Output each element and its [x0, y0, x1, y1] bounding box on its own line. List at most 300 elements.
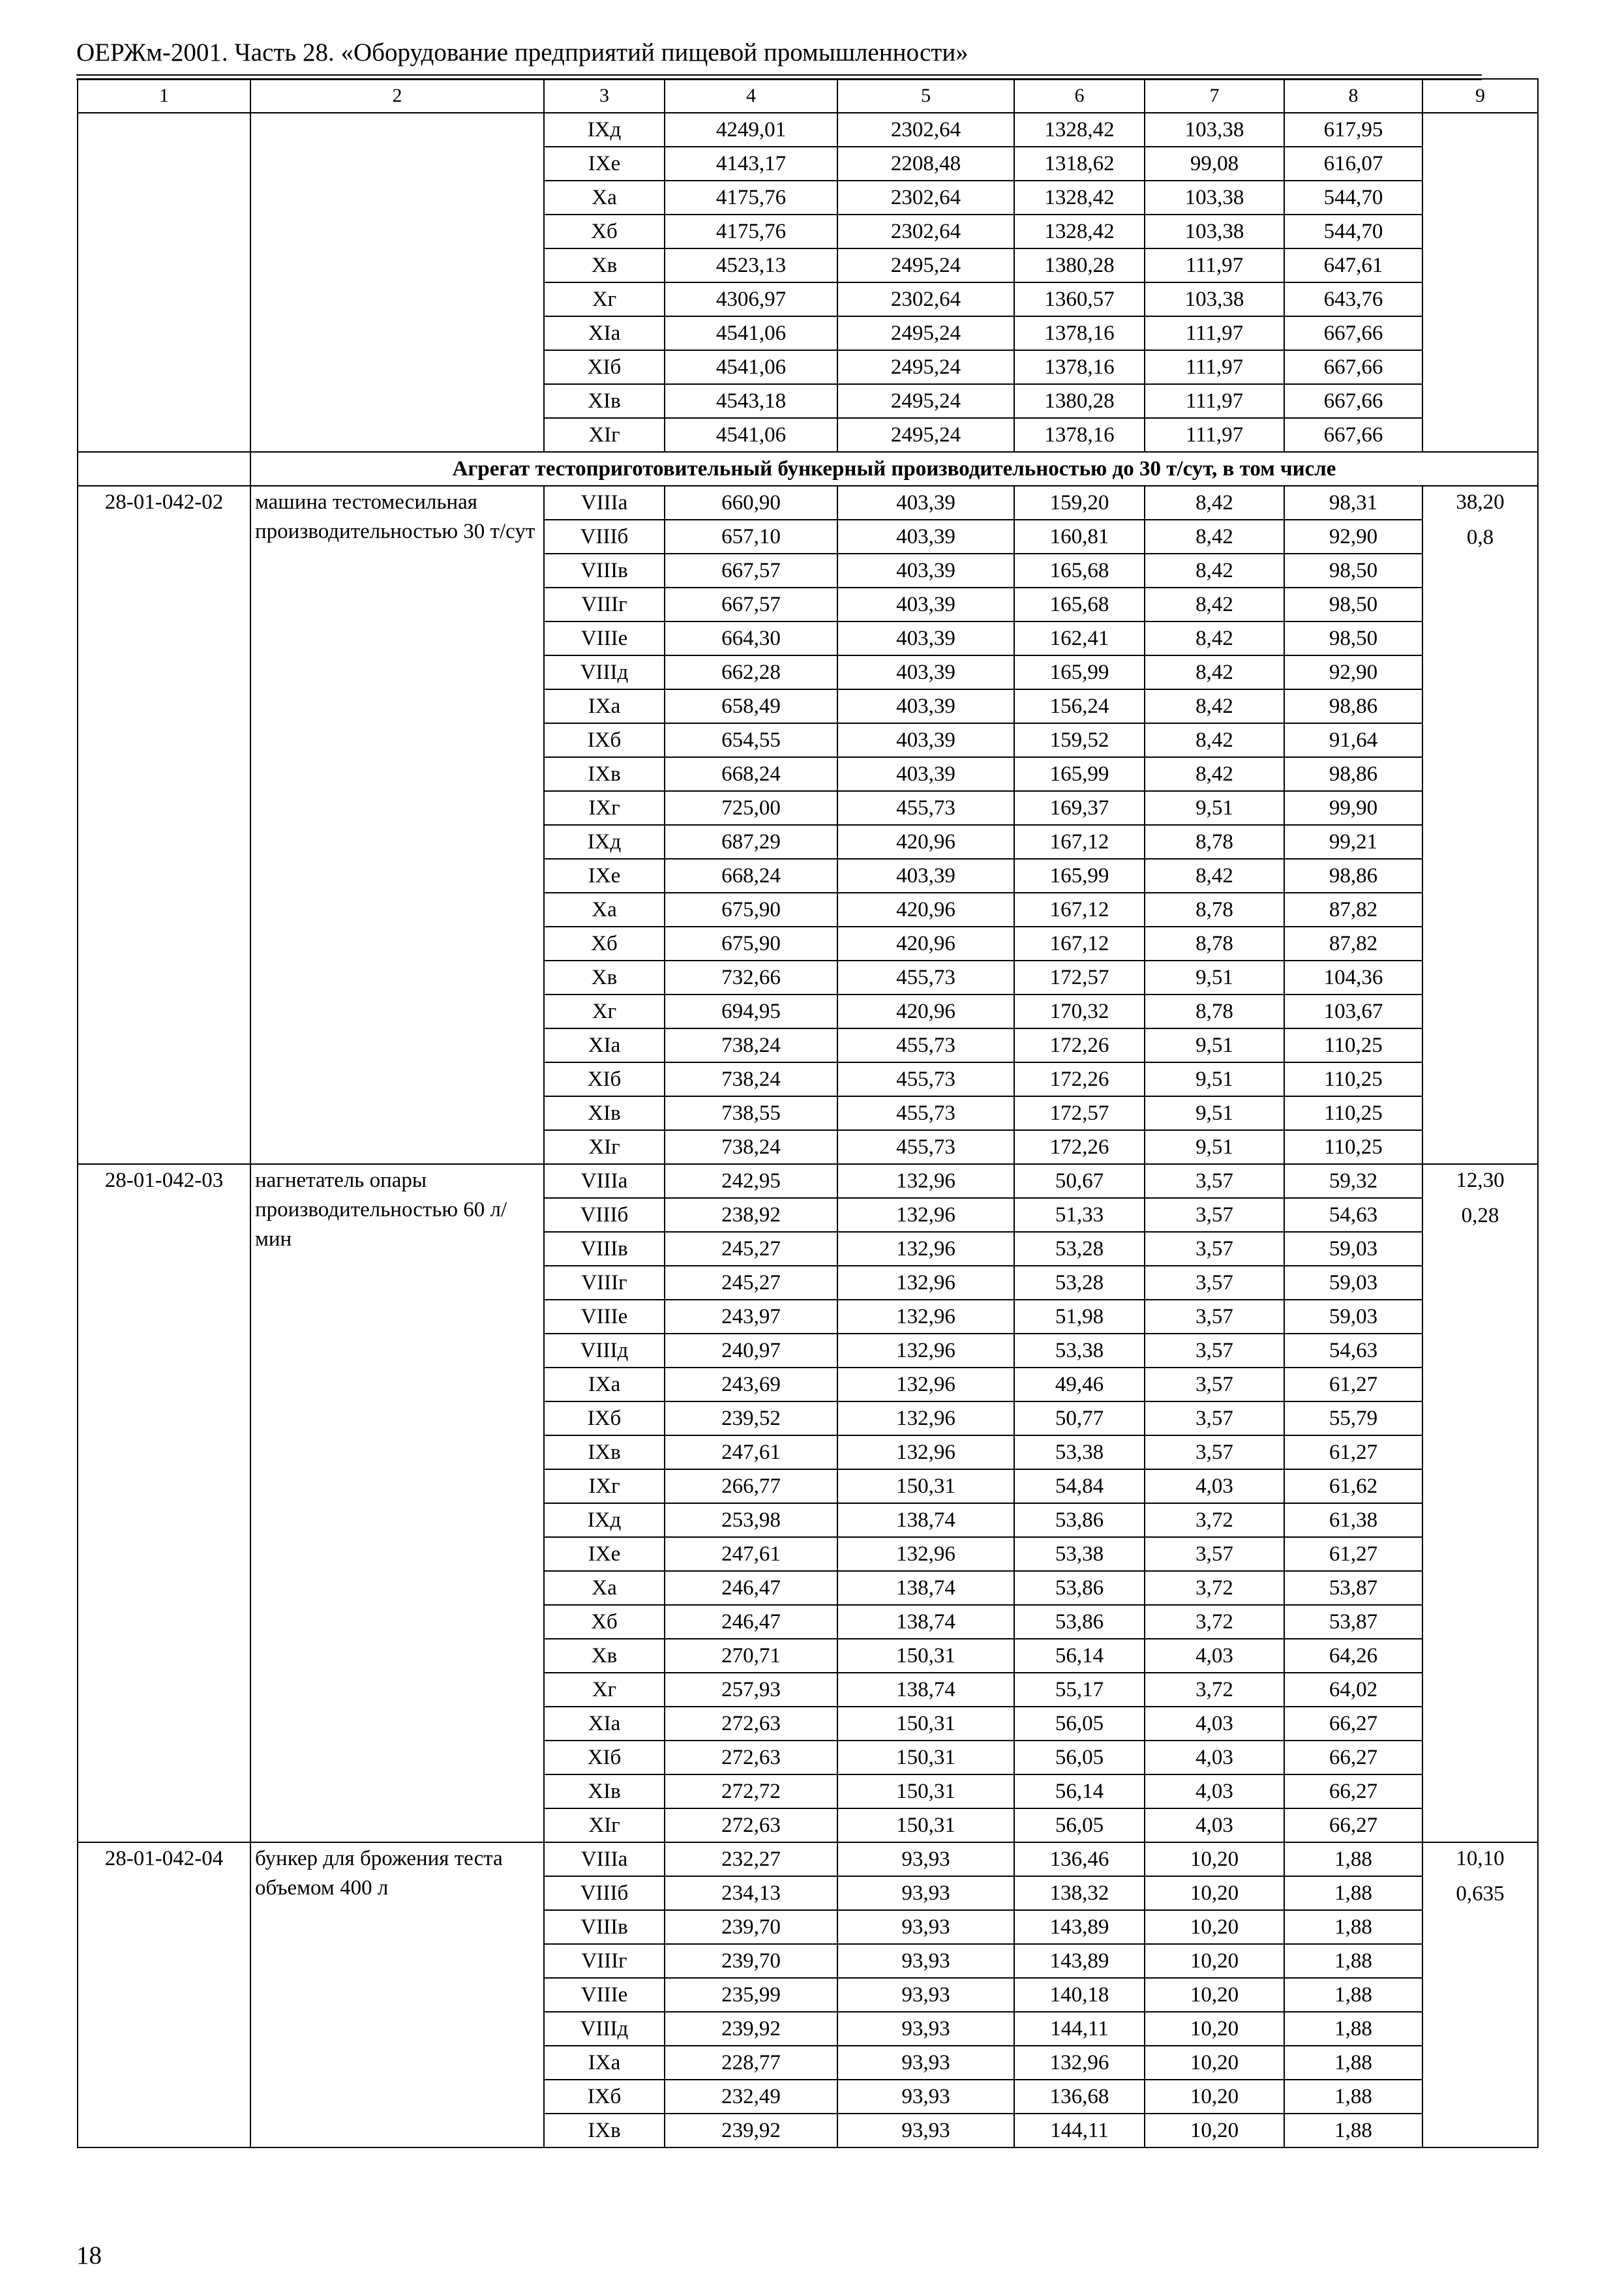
- rate-value: 144,11: [1014, 2114, 1145, 2147]
- rate-value: 132,96: [837, 1198, 1014, 1232]
- rate-value: 170,32: [1014, 995, 1145, 1028]
- rate-value: 1,88: [1284, 1944, 1422, 1978]
- zone-code: Xв: [544, 1639, 665, 1673]
- rate-value: 4143,17: [665, 147, 837, 181]
- zone-code: IXд: [544, 825, 665, 859]
- rate-value: 3,57: [1145, 1266, 1284, 1300]
- rate-value: 56,14: [1014, 1774, 1145, 1808]
- rate-value: 132,96: [837, 1368, 1014, 1401]
- rate-value: 54,63: [1284, 1198, 1422, 1232]
- table-row: [78, 1164, 1538, 1198]
- rate-value: 403,39: [837, 588, 1014, 621]
- zone-code: VIIIа: [544, 1164, 665, 1198]
- rate-value: 1360,57: [1014, 282, 1145, 316]
- rate-value: 111,97: [1145, 350, 1284, 384]
- rate-value: 53,86: [1014, 1503, 1145, 1537]
- zone-code: VIIIв: [544, 1910, 665, 1944]
- rate-value: 64,02: [1284, 1673, 1422, 1707]
- rate-value: 136,46: [1014, 1842, 1145, 1876]
- rate-value: 167,12: [1014, 825, 1145, 859]
- rate-value: 403,39: [837, 554, 1014, 588]
- rate-value: 4,03: [1145, 1741, 1284, 1774]
- rate-value: 1,88: [1284, 1842, 1422, 1876]
- rate-value: 160,81: [1014, 520, 1145, 554]
- rate-value: 4,03: [1145, 1774, 1284, 1808]
- rate-value: 4,03: [1145, 1808, 1284, 1842]
- rate-value: 54,84: [1014, 1469, 1145, 1503]
- zone-code: IXв: [544, 757, 665, 791]
- rate-value: 92,90: [1284, 655, 1422, 689]
- rate-value: 132,96: [837, 1334, 1014, 1368]
- rate-value: 420,96: [837, 927, 1014, 961]
- rate-value: 738,24: [665, 1130, 837, 1164]
- rate-value: 138,74: [837, 1571, 1014, 1605]
- rate-value: 1,88: [1284, 2114, 1422, 2147]
- rate-value: 93,93: [837, 1910, 1014, 1944]
- zone-code: IXе: [544, 147, 665, 181]
- zone-code: Xг: [544, 995, 665, 1028]
- rate-value: 10,20: [1145, 2012, 1284, 2046]
- column-number: 4: [665, 79, 837, 113]
- rate-value: 455,73: [837, 1028, 1014, 1062]
- zone-code: Xг: [544, 282, 665, 316]
- zone-code: VIIIб: [544, 1876, 665, 1910]
- rate-value: 8,42: [1145, 520, 1284, 554]
- rate-value: 53,38: [1014, 1435, 1145, 1469]
- rate-value: 159,20: [1014, 486, 1145, 520]
- rate-value: 420,96: [837, 893, 1014, 927]
- zone-code: Xв: [544, 248, 665, 282]
- rate-value: 132,96: [837, 1300, 1014, 1334]
- rate-value: 246,47: [665, 1605, 837, 1639]
- item-col9: [1422, 1164, 1538, 1842]
- rate-value: 239,70: [665, 1910, 837, 1944]
- rate-value: 150,31: [837, 1707, 1014, 1741]
- rate-value: 93,93: [837, 1978, 1014, 2012]
- rate-value: 9,51: [1145, 1130, 1284, 1164]
- rate-value: 99,90: [1284, 791, 1422, 825]
- rate-value: 694,95: [665, 995, 837, 1028]
- rate-value: 66,27: [1284, 1774, 1422, 1808]
- rate-value: 455,73: [837, 791, 1014, 825]
- zone-code: XIг: [544, 1130, 665, 1164]
- zone-code: IXд: [544, 113, 665, 147]
- zone-code: Xб: [544, 215, 665, 248]
- rate-value: 10,20: [1145, 1876, 1284, 1910]
- rate-value: 3,57: [1145, 1300, 1284, 1334]
- rate-value: 132,96: [837, 1435, 1014, 1469]
- rate-value: 239,70: [665, 1944, 837, 1978]
- rate-value: 8,78: [1145, 927, 1284, 961]
- rate-value: 172,57: [1014, 1096, 1145, 1130]
- rate-value: 9,51: [1145, 1028, 1284, 1062]
- rate-value: 87,82: [1284, 927, 1422, 961]
- rate-value: 8,42: [1145, 723, 1284, 757]
- rate-value: 50,77: [1014, 1401, 1145, 1435]
- rate-value: 132,96: [837, 1537, 1014, 1571]
- rate-value: 675,90: [665, 893, 837, 927]
- rate-value: 103,38: [1145, 282, 1284, 316]
- zone-code: XIб: [544, 350, 665, 384]
- rate-value: 51,33: [1014, 1198, 1145, 1232]
- rate-value: 138,32: [1014, 1876, 1145, 1910]
- section-row: [78, 452, 1538, 486]
- rate-value: 403,39: [837, 655, 1014, 689]
- zone-code: XIв: [544, 384, 665, 418]
- rate-value: 2302,64: [837, 282, 1014, 316]
- zone-code: Xб: [544, 927, 665, 961]
- item-code: 28-01-042-02: [78, 486, 250, 1164]
- column-number: 7: [1145, 79, 1284, 113]
- zone-code: IXа: [544, 1368, 665, 1401]
- table-row: [78, 113, 1538, 147]
- column-number: 2: [250, 79, 544, 113]
- column-number: 3: [544, 79, 665, 113]
- rate-value: 10,20: [1145, 1944, 1284, 1978]
- rate-value: 132,96: [837, 1164, 1014, 1198]
- rate-value: 150,31: [837, 1639, 1014, 1673]
- rate-value: 4541,06: [665, 350, 837, 384]
- rate-value: 240,97: [665, 1334, 837, 1368]
- rate-value: 245,27: [665, 1232, 837, 1266]
- rate-value: 253,98: [665, 1503, 837, 1537]
- rate-value: 159,52: [1014, 723, 1145, 757]
- rate-value: 59,03: [1284, 1266, 1422, 1300]
- rate-value: 403,39: [837, 621, 1014, 655]
- rate-value: 272,72: [665, 1774, 837, 1808]
- rate-value: 272,63: [665, 1808, 837, 1842]
- column-number: 6: [1014, 79, 1145, 113]
- rate-value: 403,39: [837, 757, 1014, 791]
- rate-value: 110,25: [1284, 1028, 1422, 1062]
- rate-value: 3,57: [1145, 1401, 1284, 1435]
- rate-value: 9,51: [1145, 791, 1284, 825]
- rate-value: 1380,28: [1014, 384, 1145, 418]
- rate-value: 544,70: [1284, 181, 1422, 215]
- item-name: нагнетатель опары производительностью 60 л/мин: [250, 1164, 544, 1842]
- rate-value: 3,72: [1145, 1673, 1284, 1707]
- rate-value: 272,63: [665, 1741, 837, 1774]
- rate-value: 53,28: [1014, 1266, 1145, 1300]
- rate-value: 1380,28: [1014, 248, 1145, 282]
- rate-value: 245,27: [665, 1266, 837, 1300]
- rate-value: 53,86: [1014, 1571, 1145, 1605]
- rate-value: 150,31: [837, 1741, 1014, 1774]
- rate-value: 53,38: [1014, 1537, 1145, 1571]
- rate-value: 165,68: [1014, 588, 1145, 621]
- rate-value: 50,67: [1014, 1164, 1145, 1198]
- rate-value: 103,38: [1145, 113, 1284, 147]
- rate-value: 87,82: [1284, 893, 1422, 927]
- rate-value: 232,49: [665, 2080, 837, 2114]
- column-number: 5: [837, 79, 1014, 113]
- rate-value: 3,57: [1145, 1537, 1284, 1571]
- rate-value: 93,93: [837, 1944, 1014, 1978]
- rate-value: 660,90: [665, 486, 837, 520]
- rate-value: 136,68: [1014, 2080, 1145, 2114]
- rate-value: 1328,42: [1014, 181, 1145, 215]
- rate-value: 675,90: [665, 927, 837, 961]
- rate-value: 167,12: [1014, 927, 1145, 961]
- rate-value: 725,00: [665, 791, 837, 825]
- rate-value: 243,97: [665, 1300, 837, 1334]
- rate-value: 2495,24: [837, 248, 1014, 282]
- rate-value: 239,92: [665, 2012, 837, 2046]
- rate-value: 9,51: [1145, 1062, 1284, 1096]
- rate-value: 239,92: [665, 2114, 837, 2147]
- rate-value: 140,18: [1014, 1978, 1145, 2012]
- rate-value: 150,31: [837, 1469, 1014, 1503]
- column-number-row: [78, 79, 1538, 113]
- rate-value: 98,31: [1284, 486, 1422, 520]
- item-code: 28-01-042-03: [78, 1164, 250, 1842]
- item-name: машина тестомесильная производительностью 30 т/сут: [250, 486, 544, 1164]
- zone-code: VIIIд: [544, 1334, 665, 1368]
- rate-value: 143,89: [1014, 1944, 1145, 1978]
- rate-value: 172,26: [1014, 1130, 1145, 1164]
- zone-code: XIа: [544, 1028, 665, 1062]
- rate-value: 172,57: [1014, 961, 1145, 995]
- rate-value: 3,72: [1145, 1605, 1284, 1639]
- page-number: 18: [76, 2241, 102, 2269]
- rate-value: 98,86: [1284, 757, 1422, 791]
- page-header: ОЕРЖм-2001. Часть 28. «Оборудование предприятий пищевой промышленности»: [76, 38, 969, 67]
- col9-value: 0,8: [1466, 526, 1494, 549]
- col9-value: 0,635: [1456, 1882, 1505, 1906]
- item-col9: [1422, 486, 1538, 1164]
- zone-code: VIIIг: [544, 1266, 665, 1300]
- rate-value: 3,57: [1145, 1435, 1284, 1469]
- rates-table: [77, 78, 1539, 2148]
- rate-value: 132,96: [837, 1232, 1014, 1266]
- item-name: бункер для брожения теста объемом 400 л: [250, 1842, 544, 2147]
- rate-value: 228,77: [665, 2046, 837, 2080]
- rate-value: 1378,16: [1014, 418, 1145, 452]
- zone-code: VIIIд: [544, 2012, 665, 2046]
- rate-value: 4,03: [1145, 1707, 1284, 1741]
- rate-value: 617,95: [1284, 113, 1422, 147]
- zone-code: Xв: [544, 961, 665, 995]
- rate-value: 98,50: [1284, 621, 1422, 655]
- zone-code: XIб: [544, 1741, 665, 1774]
- rate-value: 3,57: [1145, 1164, 1284, 1198]
- rate-value: 667,66: [1284, 350, 1422, 384]
- rate-value: 165,68: [1014, 554, 1145, 588]
- col9-value: 38,20: [1456, 490, 1505, 514]
- zone-code: XIа: [544, 316, 665, 350]
- rate-value: 56,14: [1014, 1639, 1145, 1673]
- rate-value: 167,12: [1014, 893, 1145, 927]
- rate-value: 53,38: [1014, 1334, 1145, 1368]
- rate-value: 66,27: [1284, 1741, 1422, 1774]
- zone-code: IXе: [544, 1537, 665, 1571]
- col9-value: 12,30: [1456, 1169, 1505, 1192]
- rate-value: 2495,24: [837, 316, 1014, 350]
- zone-code: VIIIе: [544, 1978, 665, 2012]
- rate-value: 668,24: [665, 757, 837, 791]
- empty-name-cell: [250, 113, 544, 452]
- rate-value: 455,73: [837, 1062, 1014, 1096]
- rate-value: 150,31: [837, 1774, 1014, 1808]
- zone-code: XIб: [544, 1062, 665, 1096]
- rate-value: 1,88: [1284, 1910, 1422, 1944]
- header-rule: [76, 74, 1482, 76]
- rate-value: 455,73: [837, 1096, 1014, 1130]
- rate-value: 4541,06: [665, 418, 837, 452]
- column-number: 1: [78, 79, 250, 113]
- rate-value: 2302,64: [837, 215, 1014, 248]
- rate-value: 53,28: [1014, 1232, 1145, 1266]
- rate-value: 59,03: [1284, 1232, 1422, 1266]
- zone-code: IXа: [544, 689, 665, 723]
- rate-value: 143,89: [1014, 1910, 1145, 1944]
- zone-code: Xа: [544, 1571, 665, 1605]
- rate-value: 56,05: [1014, 1741, 1145, 1774]
- zone-code: Xа: [544, 893, 665, 927]
- zone-code: VIIIб: [544, 1198, 665, 1232]
- rate-value: 1,88: [1284, 2080, 1422, 2114]
- rate-value: 165,99: [1014, 859, 1145, 893]
- rate-value: 103,38: [1145, 181, 1284, 215]
- rate-value: 403,39: [837, 689, 1014, 723]
- zone-code: IXб: [544, 2080, 665, 2114]
- zone-code: Xа: [544, 181, 665, 215]
- rate-value: 243,69: [665, 1368, 837, 1401]
- rate-value: 234,13: [665, 1876, 837, 1910]
- zone-code: VIIIв: [544, 1232, 665, 1266]
- rate-value: 138,74: [837, 1673, 1014, 1707]
- zone-code: XIг: [544, 418, 665, 452]
- rate-value: 59,03: [1284, 1300, 1422, 1334]
- zone-code: IXа: [544, 2046, 665, 2080]
- rate-value: 93,93: [837, 1842, 1014, 1876]
- section-title: Агрегат тестоприготовительный бункерный производительностью до 30 т/сут, в том числе: [250, 452, 1538, 486]
- rate-value: 172,26: [1014, 1028, 1145, 1062]
- zone-code: IXв: [544, 1435, 665, 1469]
- rate-value: 8,42: [1145, 588, 1284, 621]
- rate-value: 54,63: [1284, 1334, 1422, 1368]
- rate-value: 53,87: [1284, 1605, 1422, 1639]
- rate-value: 668,24: [665, 859, 837, 893]
- rate-value: 266,77: [665, 1469, 837, 1503]
- rate-value: 8,42: [1145, 859, 1284, 893]
- rate-value: 654,55: [665, 723, 837, 757]
- rate-value: 420,96: [837, 825, 1014, 859]
- rate-value: 1,88: [1284, 1876, 1422, 1910]
- rate-value: 103,38: [1145, 215, 1284, 248]
- rate-value: 1328,42: [1014, 215, 1145, 248]
- zone-code: Xб: [544, 1605, 665, 1639]
- rate-value: 132,96: [837, 1266, 1014, 1300]
- rate-value: 59,32: [1284, 1164, 1422, 1198]
- rate-value: 61,38: [1284, 1503, 1422, 1537]
- zone-code: IXб: [544, 723, 665, 757]
- zone-code: VIIIг: [544, 588, 665, 621]
- rate-value: 544,70: [1284, 215, 1422, 248]
- rate-value: 10,20: [1145, 2080, 1284, 2114]
- rate-value: 403,39: [837, 859, 1014, 893]
- rate-value: 53,87: [1284, 1571, 1422, 1605]
- rate-value: 9,51: [1145, 961, 1284, 995]
- rate-value: 51,98: [1014, 1300, 1145, 1334]
- rate-value: 8,78: [1145, 995, 1284, 1028]
- rate-value: 99,08: [1145, 147, 1284, 181]
- zone-code: VIIIа: [544, 486, 665, 520]
- rate-value: 156,24: [1014, 689, 1145, 723]
- rate-value: 98,86: [1284, 689, 1422, 723]
- rate-value: 643,76: [1284, 282, 1422, 316]
- item-code: 28-01-042-04: [78, 1842, 250, 2147]
- rate-value: 66,27: [1284, 1707, 1422, 1741]
- rate-value: 247,61: [665, 1435, 837, 1469]
- zone-code: XIг: [544, 1808, 665, 1842]
- zone-code: VIIIа: [544, 1842, 665, 1876]
- rate-value: 92,90: [1284, 520, 1422, 554]
- rate-value: 111,97: [1145, 248, 1284, 282]
- rate-value: 738,24: [665, 1062, 837, 1096]
- rate-value: 93,93: [837, 2012, 1014, 2046]
- rate-value: 1318,62: [1014, 147, 1145, 181]
- table-row: [78, 1842, 1538, 1876]
- rate-value: 61,27: [1284, 1368, 1422, 1401]
- rate-value: 10,20: [1145, 1910, 1284, 1944]
- rate-value: 4,03: [1145, 1639, 1284, 1673]
- rate-value: 10,20: [1145, 1842, 1284, 1876]
- rate-value: 403,39: [837, 486, 1014, 520]
- rate-value: 8,78: [1145, 825, 1284, 859]
- rate-value: 132,96: [1014, 2046, 1145, 2080]
- rate-value: 3,72: [1145, 1571, 1284, 1605]
- zone-code: IXе: [544, 859, 665, 893]
- rate-value: 3,57: [1145, 1198, 1284, 1232]
- rate-value: 4541,06: [665, 316, 837, 350]
- rate-value: 61,27: [1284, 1435, 1422, 1469]
- zone-code: IXг: [544, 1469, 665, 1503]
- rate-value: 4175,76: [665, 181, 837, 215]
- rate-value: 4249,01: [665, 113, 837, 147]
- rate-value: 8,42: [1145, 554, 1284, 588]
- rate-value: 270,71: [665, 1639, 837, 1673]
- zone-code: VIIIе: [544, 1300, 665, 1334]
- rate-value: 111,97: [1145, 384, 1284, 418]
- rate-value: 455,73: [837, 1130, 1014, 1164]
- rate-value: 8,42: [1145, 621, 1284, 655]
- rate-value: 8,42: [1145, 757, 1284, 791]
- rate-value: 2302,64: [837, 113, 1014, 147]
- rate-value: 4,03: [1145, 1469, 1284, 1503]
- rate-value: 10,20: [1145, 2046, 1284, 2080]
- rate-value: 1328,42: [1014, 113, 1145, 147]
- zone-code: XIа: [544, 1707, 665, 1741]
- rate-value: 667,66: [1284, 384, 1422, 418]
- section-spacer: [78, 452, 250, 486]
- rate-value: 667,57: [665, 554, 837, 588]
- rate-value: 667,66: [1284, 316, 1422, 350]
- rate-value: 9,51: [1145, 1096, 1284, 1130]
- rate-value: 8,42: [1145, 689, 1284, 723]
- rate-value: 8,42: [1145, 486, 1284, 520]
- rate-value: 3,57: [1145, 1232, 1284, 1266]
- rate-value: 246,47: [665, 1571, 837, 1605]
- rate-value: 99,21: [1284, 825, 1422, 859]
- rate-value: 4523,13: [665, 248, 837, 282]
- column-number: 9: [1422, 79, 1538, 113]
- item-col9: [1422, 1842, 1538, 2147]
- rate-value: 49,46: [1014, 1368, 1145, 1401]
- rate-value: 91,64: [1284, 723, 1422, 757]
- rate-value: 662,28: [665, 655, 837, 689]
- rate-value: 242,95: [665, 1164, 837, 1198]
